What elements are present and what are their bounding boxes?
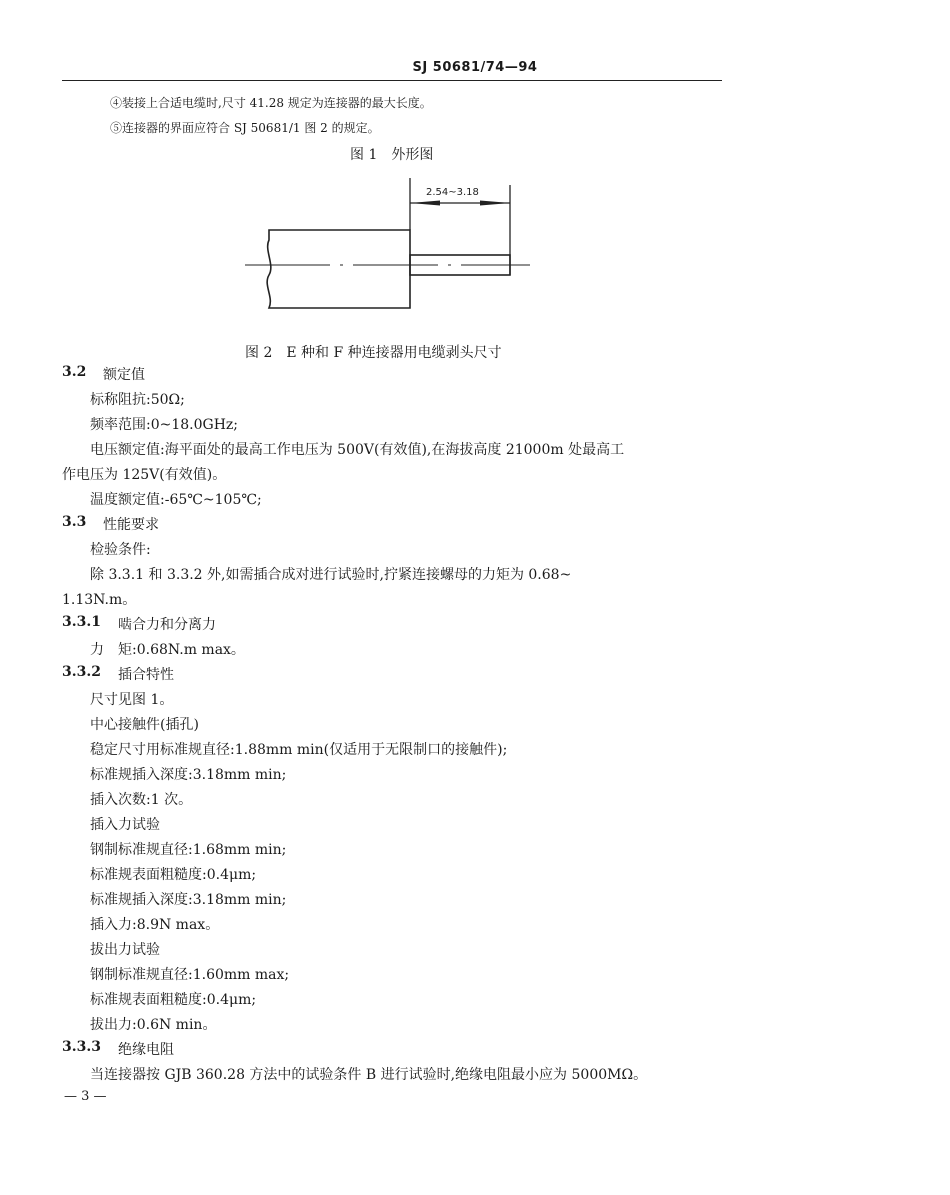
body-line: 温度额定值:-65℃~105℃; <box>90 492 262 508</box>
dimension-arrow-left <box>410 201 440 206</box>
section-3-3-1-number: 3.3.1 <box>62 614 101 630</box>
body-line: 除 3.3.1 和 3.3.2 外,如需插合成对进行试验时,拧紧连接螺母的力矩为 0.68~ <box>90 567 572 583</box>
section-3-3-2-title: 插合特性 <box>118 667 174 683</box>
body-line: 插入力:8.9N max。 <box>90 917 220 933</box>
body-line: 力 矩:0.68N.m max。 <box>90 642 245 658</box>
body-line: 钢制标准规直径:1.68mm min; <box>90 842 287 858</box>
body-line: 稳定尺寸用标准规直径:1.88mm min(仅适用于无限制口的接触件); <box>90 742 508 758</box>
body-line: 拔出力:0.6N min。 <box>90 1017 217 1033</box>
body-line: 作电压为 125V(有效值)。 <box>62 467 227 483</box>
body-line: 当连接器按 GJB 360.28 方法中的试验条件 B 进行试验时,绝缘电阻最小应为 5000MΩ。 <box>90 1067 648 1083</box>
section-3-3-3-title: 绝缘电阻 <box>118 1042 174 1058</box>
section-3-2-number: 3.2 <box>62 364 87 380</box>
body-line: 中心接触件(插孔) <box>90 717 199 733</box>
body-line: 1.13N.m。 <box>62 592 137 608</box>
note-5: ⑤连接器的界面应符合 SJ 50681/1 图 2 的规定。 <box>110 121 380 135</box>
note-4: ④装接上合适电缆时,尺寸 41.28 规定为连接器的最大长度。 <box>110 96 432 110</box>
body-line: 插入力试验 <box>90 817 160 833</box>
body-line: 电压额定值:海平面处的最高工作电压为 500V(有效值),在海拔高度 21000m 处最高工 <box>90 442 625 458</box>
document-header: SJ 50681/74—94 <box>412 60 538 75</box>
section-3-3-1-title: 啮合力和分离力 <box>118 617 216 633</box>
page-number: — 3 — <box>64 1089 107 1104</box>
body-line: 标准规表面粗糙度:0.4μm; <box>90 992 257 1008</box>
body-line: 标准规插入深度:3.18mm min; <box>90 892 287 908</box>
body-line: 标称阻抗:50Ω; <box>90 392 185 408</box>
cable-strip-drawing <box>240 175 540 315</box>
section-3-3-title: 性能要求 <box>103 517 159 533</box>
body-line: 插入次数:1 次。 <box>90 792 193 808</box>
section-3-3-number: 3.3 <box>62 514 87 530</box>
dimension-label: 2.54~3.18 <box>426 187 479 198</box>
body-line: 尺寸见图 1。 <box>90 692 174 708</box>
body-line: 拔出力试验 <box>90 942 160 958</box>
section-3-3-3-number: 3.3.3 <box>62 1039 101 1055</box>
cable-jacket <box>267 230 410 308</box>
body-line: 检验条件: <box>90 542 151 558</box>
header-rule <box>62 80 722 81</box>
body-line: 标准规插入深度:3.18mm min; <box>90 767 287 783</box>
figure1-caption: 图 1 外形图 <box>350 147 434 163</box>
body-line: 标准规表面粗糙度:0.4μm; <box>90 867 257 883</box>
body-line: 钢制标准规直径:1.60mm max; <box>90 967 290 983</box>
section-3-3-2-number: 3.3.2 <box>62 664 101 680</box>
body-line: 频率范围:0~18.0GHz; <box>90 417 239 433</box>
section-3-2-title: 额定值 <box>103 367 145 383</box>
dimension-arrow-right <box>480 201 510 206</box>
figure2-caption: 图 2 E 种和 F 种连接器用电缆剥头尺寸 <box>245 345 502 361</box>
